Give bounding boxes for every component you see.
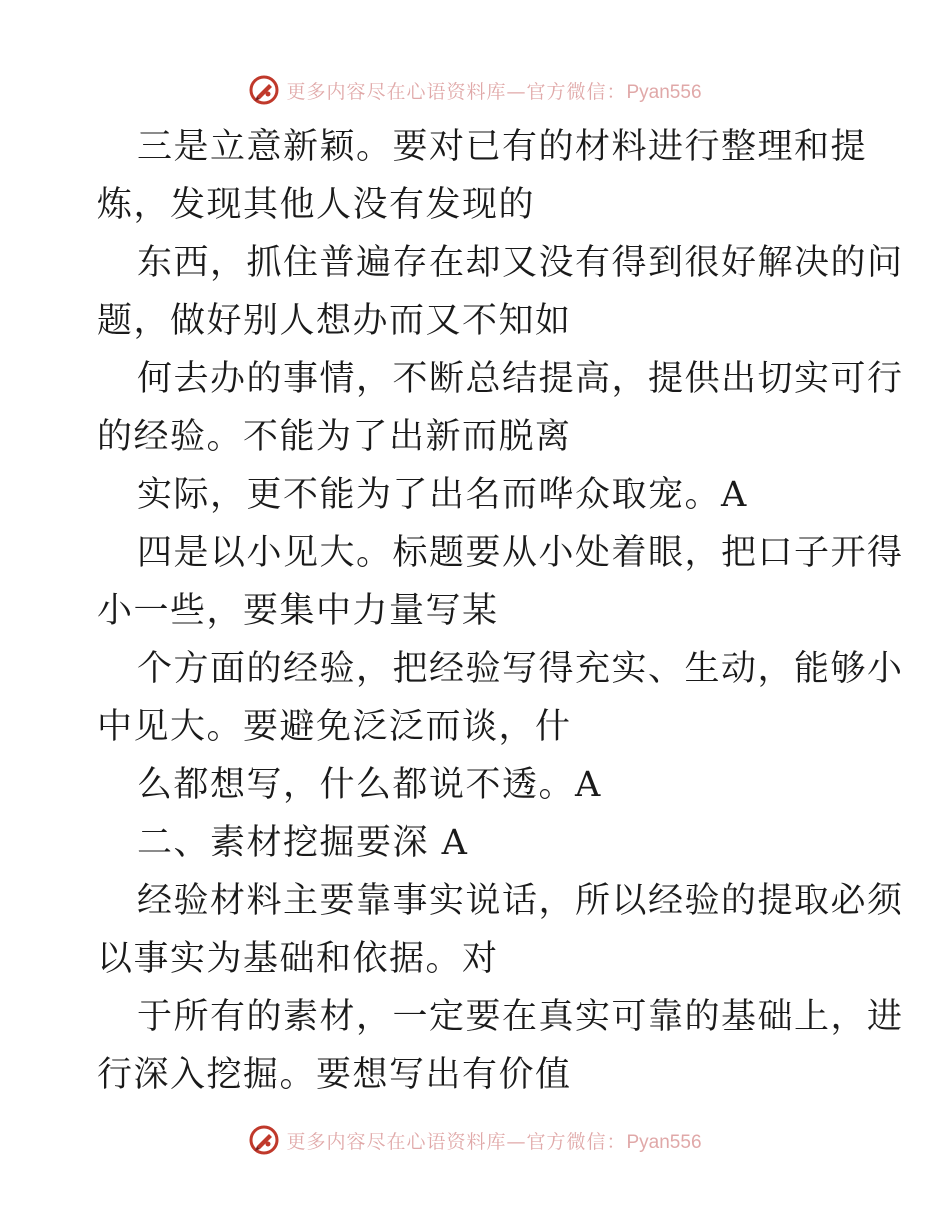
header-wechat-id: Pyan556 [626, 81, 702, 103]
text-line: 的经验。不能为了出新而脱离 [97, 417, 572, 457]
text-line: 题，做好别人想办而又不知如 [97, 301, 572, 341]
text-line: 于所有的素材，一定要在真实可靠的基础上，进 [137, 997, 904, 1037]
text-line: 炼，发现其他人没有发现的 [97, 185, 536, 225]
footer-watermark-banner [0, 1120, 950, 1160]
text-line: 中见大。要避免泛泛而谈，什 [97, 707, 572, 747]
pen-logo-icon [248, 1124, 280, 1156]
text-line: 实际，更不能为了出名而哗众取宠。A [137, 475, 748, 515]
text-line: 行深入挖掘。要想写出有价值 [97, 1055, 572, 1095]
text-line: 以事实为基础和依据。对 [97, 939, 499, 979]
header-watermark-text: 更多内容尽在心语资料库—官方微信：Pyan556 [286, 80, 702, 103]
pen-logo-icon [248, 74, 280, 106]
header-watermark [248, 74, 701, 106]
header-watermark-banner [0, 70, 950, 110]
text-line: 么都想写，什么都说不透。A [137, 765, 602, 805]
section-heading: 二、素材挖掘要深 A [137, 823, 469, 863]
text-line: 何去办的事情，不断总结提高，提供出切实可行 [137, 359, 904, 399]
footer-watermark [248, 1124, 701, 1156]
footer-watermark-text: 更多内容尽在心语资料库—官方微信：Pyan556 [286, 1130, 702, 1153]
text-line: 个方面的经验，把经验写得充实、生动，能够小 [137, 649, 904, 689]
text-line: 东西，抓住普遍存在却又没有得到很好解决的问 [137, 243, 904, 283]
text-line: 四是以小见大。标题要从小处着眼，把口子开得 [137, 533, 904, 573]
footer-wechat-id: Pyan556 [626, 1131, 702, 1153]
document-body [97, 118, 904, 1104]
text-line: 经验材料主要靠事实说话，所以经验的提取必须 [137, 881, 904, 921]
text-line: 小一些，要集中力量写某 [97, 591, 499, 631]
text-line: 三是立意新颖。要对已有的材料进行整理和提 [137, 127, 868, 167]
